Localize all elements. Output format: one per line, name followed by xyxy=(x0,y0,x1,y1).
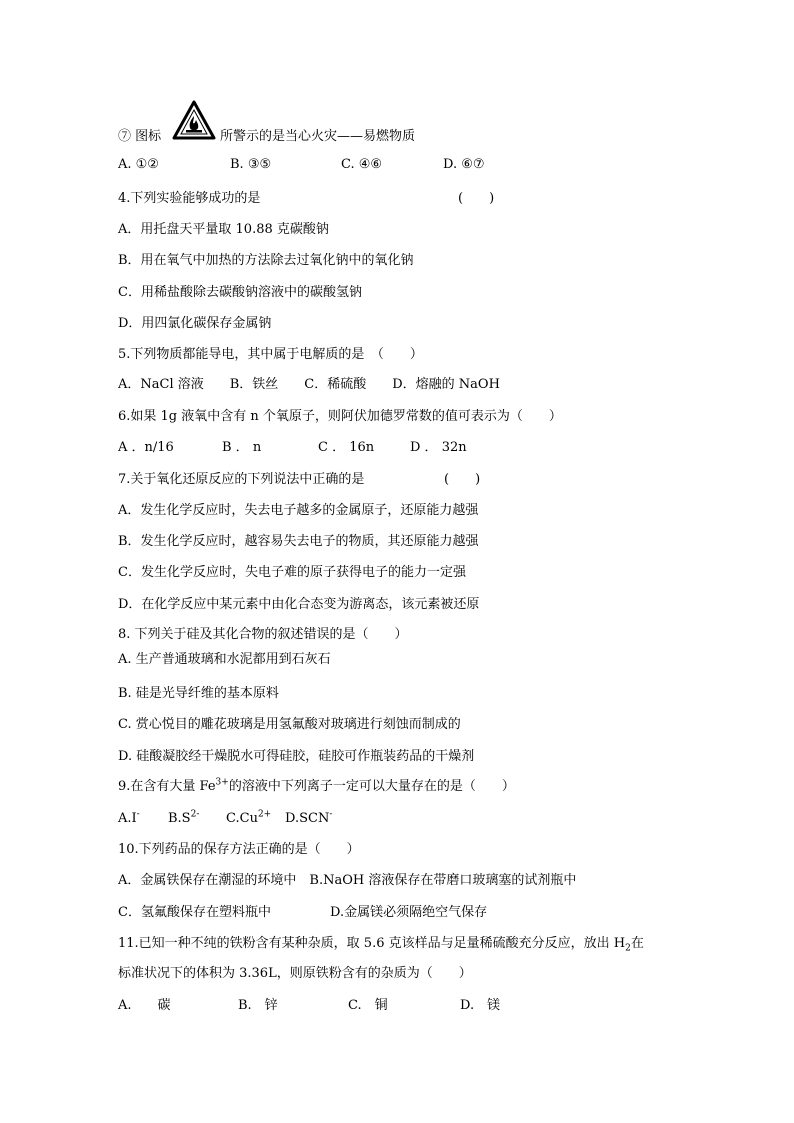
q9-stem-charge: 3+ xyxy=(215,777,229,788)
q4-stem: 4.下列实验能够成功的是 xyxy=(118,191,261,206)
q4-option-c: C．用稀盐酸除去碳酸钠溶液中的碳酸氢钠 xyxy=(118,285,362,300)
q9-option-c-base: C.Cu xyxy=(226,811,258,826)
q11-stem-line1 xyxy=(118,936,644,952)
flammable-warning-icon xyxy=(172,100,216,140)
q8-option-b: B. 硅是光导纤维的基本原料 xyxy=(118,686,279,701)
q11-stem-part2: 在 xyxy=(630,936,644,951)
q8-stem: 8. 下列关于硅及其化合物的叙述错误的是（ ） xyxy=(118,627,408,642)
q7-option-a: A．发生化学反应时，失去电子越多的金属原子，还原能力越强 xyxy=(118,503,479,518)
q9-option-c-charge: 2+ xyxy=(257,809,272,820)
q9-stem-part1: 9.在含有大量 Fe xyxy=(118,779,216,794)
q8-option-d: D. 硅酸凝胶经干燥脱水可得硅胶，硅胶可作瓶装药品的干燥剂 xyxy=(118,749,475,764)
q7-answer-paren: ( ) xyxy=(444,472,481,487)
q9-option-a-charge: - xyxy=(136,809,140,820)
q4-answer-paren: ( ) xyxy=(458,191,495,206)
q9-option-c xyxy=(226,811,271,827)
q9-stem xyxy=(118,779,515,795)
q6-option-b: B ． n xyxy=(222,440,262,455)
q5-stem: 5.下列物质都能导电，其中属于电解质的是 （ ） xyxy=(118,347,423,362)
q7-item-prefix: ⑦ 图标 xyxy=(118,129,162,144)
q6-option-d: D ． 32n xyxy=(410,440,467,455)
q8-option-c: C. 赏心悦目的雕花玻璃是用氢氟酸对玻璃进行刻蚀而制成的 xyxy=(118,717,461,732)
q9-option-b xyxy=(168,811,199,827)
q7-option-d: D．在化学反应中某元素中由化合态变为游离态，该元素被还原 xyxy=(118,597,480,612)
q9-option-a-base: A.I xyxy=(118,811,137,826)
q9-option-b-charge: 2- xyxy=(190,809,200,820)
q7-stem: 7.关于氧化还原反应的下列说法中正确的是 xyxy=(118,472,365,487)
q7-item-suffix: 所警示的是当心火灾——易燃物质 xyxy=(220,129,416,144)
q6-stem: 6.如果 1g 液氧中含有 n 个氧原子，则阿伏加德罗常数的值可表示为（ ） xyxy=(118,409,562,424)
q9-option-a xyxy=(118,811,140,827)
q11-stem-subscript: 2 xyxy=(625,943,631,954)
q7-option-b: B．发生化学反应时，越容易失去电子的物质，其还原能力越强 xyxy=(118,534,479,549)
q3-option-c: C. ④⑥ xyxy=(341,157,383,172)
q11-option-b: B. 锌 xyxy=(238,998,278,1013)
q11-option-c: C. 铜 xyxy=(348,998,388,1013)
q9-stem-part2: 的溶液中下列离子一定可以大量存在的是（ ） xyxy=(228,779,515,794)
q10-options-row1: A．金属铁保存在潮湿的环境中 B.NaOH 溶液保存在带磨口玻璃塞的试剂瓶中 xyxy=(118,873,577,888)
q10-stem: 10.下列药品的保存方法正确的是（ ） xyxy=(118,842,360,857)
q3-option-a: A. ①② xyxy=(118,157,159,172)
q5-options: A．NaCl 溶液 B．铁丝 C．稀硫酸 D．熔融的 NaOH xyxy=(118,377,500,392)
q3-option-b: B. ③⑤ xyxy=(230,157,272,172)
q9-option-d xyxy=(285,811,332,827)
q9-option-d-base: D.SCN xyxy=(285,811,330,826)
q6-option-c: C ． 16n xyxy=(318,440,375,455)
q8-option-a: A. 生产普通玻璃和水泥都用到石灰石 xyxy=(118,652,331,667)
q4-option-d: D．用四氯化碳保存金属钠 xyxy=(118,316,272,331)
q11-option-d: D. 镁 xyxy=(460,998,501,1013)
q6-option-a: A ．n/16 xyxy=(118,440,174,455)
q9-option-d-charge: - xyxy=(329,809,333,820)
q4-option-b: B．用在氧气中加热的方法除去过氧化钠中的氧化钠 xyxy=(118,253,414,268)
q10-option-c: C．氢氟酸保存在塑料瓶中 xyxy=(118,905,271,920)
q11-stem-part1: 11.已知一种不纯的铁粉含有某种杂质，取 5.6 克该样品与足量稀硫酸充分反应，放出 H xyxy=(118,936,626,951)
q9-option-b-base: B.S xyxy=(168,811,191,826)
q10-option-d: D.金属镁必须隔绝空气保存 xyxy=(330,905,488,920)
q7-option-c: C．发生化学反应时，失电子难的原子获得电子的能力一定强 xyxy=(118,565,466,580)
q11-stem-line2: 标准状况下的体积为 3.36L，则原铁粉含有的杂质为（ ） xyxy=(118,966,472,981)
q11-option-a: A. 碳 xyxy=(118,998,171,1013)
q3-option-d: D. ⑥⑦ xyxy=(443,157,485,172)
q4-option-a: A．用托盘天平量取 10.88 克碳酸钠 xyxy=(118,222,329,237)
